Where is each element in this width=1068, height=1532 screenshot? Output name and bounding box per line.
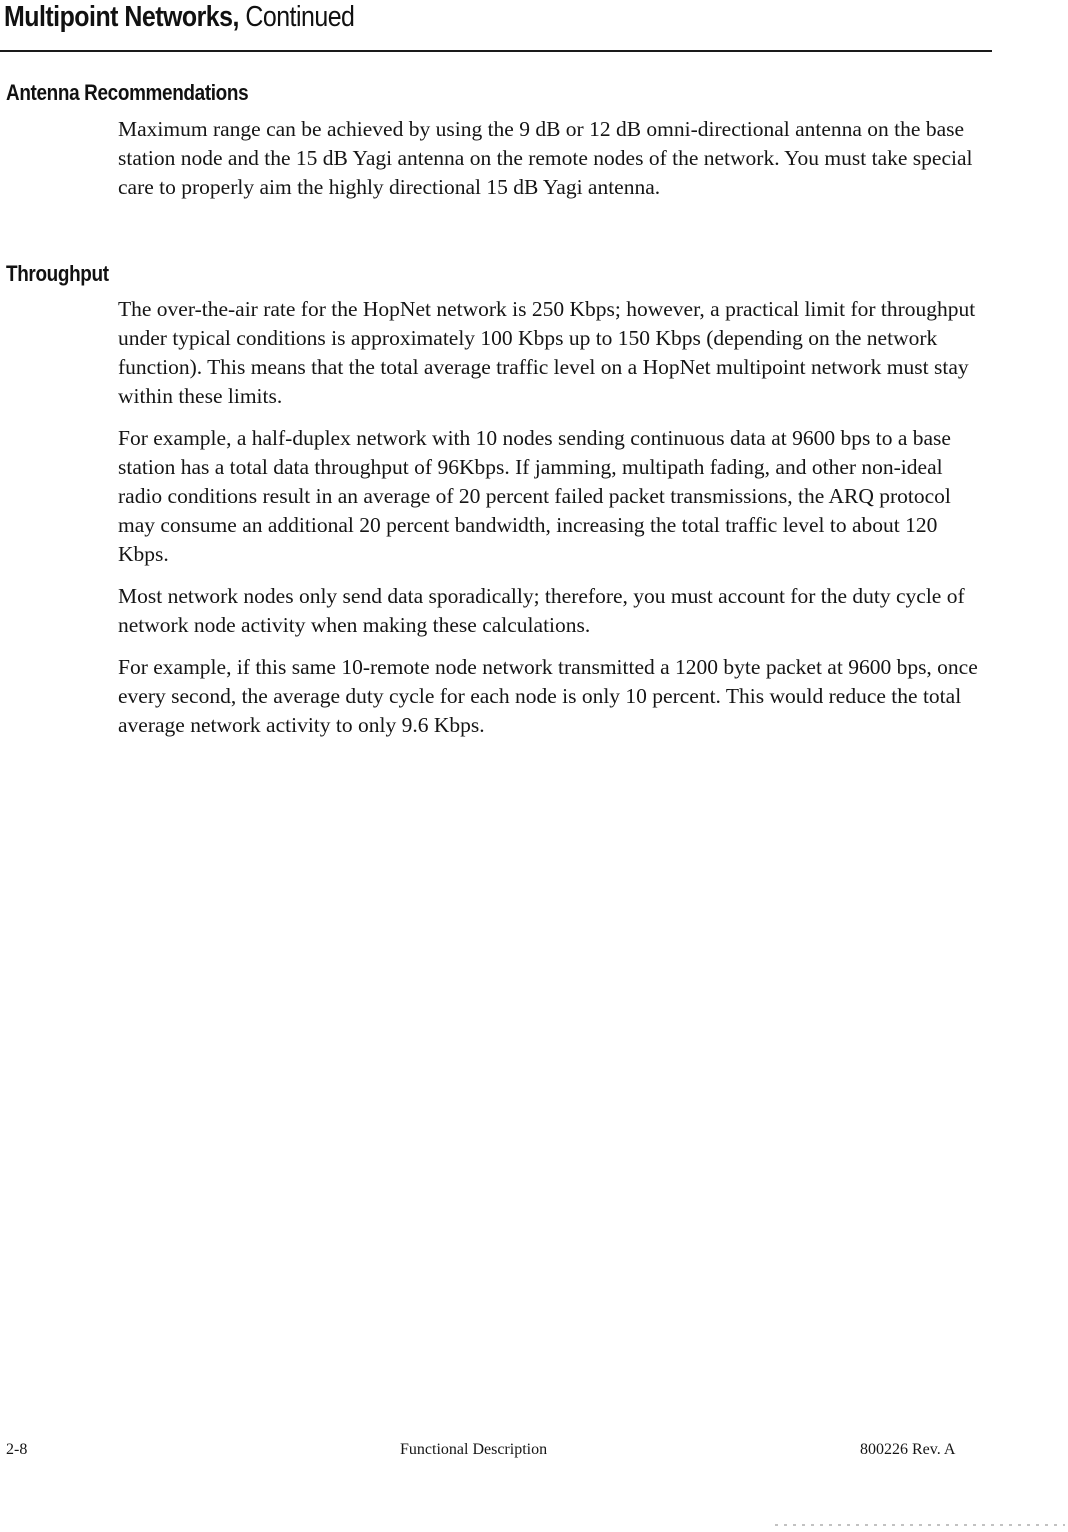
footer-page-number: 2-8	[6, 1441, 28, 1458]
paragraph: Maximum range can be achieved by using the 9 dB or 12 dB omni-directional antenna on the base station node and the 15 dB Yagi antenna on the remote nodes of the network. You must take special care to properly aim the highly directional 15 dB Yagi antenna.	[118, 117, 973, 199]
section-heading-throughput: Throughput	[6, 261, 109, 286]
paragraph: For example, if this same 10-remote node network transmitted a 1200 byte packet at 9600 bps, once every second, the average duty cycle for each node is only 10 percent. This would reduce the total average network activity to only 9.6 Kbps.	[118, 655, 978, 737]
paragraph: Most network nodes only send data sporadically; therefore, you must account for the duty cycle of network node activity when making these calculations.	[118, 584, 965, 637]
page-title-continued: Continued	[245, 1, 355, 33]
scan-artifact	[775, 1524, 1065, 1526]
section-body-antenna-recommendations	[118, 115, 990, 215]
footer-doc-revision: 800226 Rev. A	[860, 1441, 956, 1458]
paragraph: The over-the-air rate for the HopNet network is 250 Kbps; however, a practical limit for throughput under typical conditions is approximately 100 Kbps up to 150 Kbps (depending on the network function). This means that the total average traffic level on a HopNet multipoint network must stay within these limits.	[118, 297, 976, 408]
header-divider	[0, 50, 992, 52]
section-heading-antenna-recommendations: Antenna Recommendations	[6, 80, 249, 105]
footer-section-name: Functional Description	[400, 1441, 548, 1458]
section-body-throughput	[118, 295, 990, 753]
paragraph: For example, a half-duplex network with 10 nodes sending continuous data at 9600 bps to a base station has a total data throughput of 96Kbps. If jamming, multipath fading, and other non-ideal radio conditions result in an average of 20 percent failed packet transmissions, the ARQ protocol may consume an additional 20 percent bandwidth, increasing the total traffic level to about 120 Kbps.	[118, 426, 951, 566]
page-title: Multipoint Networks,	[4, 1, 239, 33]
page-header	[4, 0, 855, 34]
